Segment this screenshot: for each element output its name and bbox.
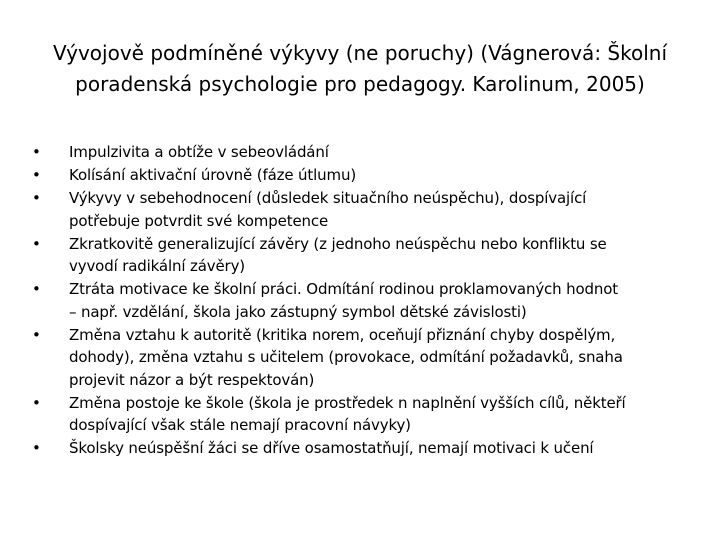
- bullet-list: [32, 141, 702, 460]
- bullet-point-icon: •: [32, 143, 41, 161]
- bullet-line: Impulzivita a obtíže v sebeovládání: [69, 143, 329, 161]
- bullet-point-icon: •: [32, 280, 41, 298]
- bullet-line: Změna postoje ke škole (škola je prostředek n naplnění vyšších cílů, někteří: [69, 393, 626, 412]
- bullet-line: dospívající však stále nemají pracovní návyky): [69, 416, 411, 434]
- bullet-line: Změna vztahu k autoritě (kritika norem, oceňují přiznání chyby dospělým,: [69, 325, 616, 344]
- bullet-line: dohody), změna vztahu s učitelem (provokace, odmítání požadavků, snaha: [69, 348, 623, 366]
- bullet-line: – např. vzdělání, škola jako zástupný symbol dětské závislosti): [69, 302, 527, 321]
- bullet-item: [32, 278, 702, 323]
- bullet-item: [32, 164, 702, 187]
- bullet-text: [69, 164, 702, 187]
- bullet-text: [69, 278, 702, 323]
- bullet-line: projevit názor a být respektován): [69, 370, 315, 389]
- bullet-text: [69, 233, 702, 278]
- bullet-item: [32, 392, 702, 437]
- bullet-text: [69, 187, 702, 232]
- bullet-item: [32, 324, 702, 392]
- bullet-line: Zkratkovitě generalizující závěry (z jednoho neúspěchu nebo konfliktu se: [69, 234, 607, 253]
- bullet-item: [32, 187, 702, 232]
- bullet-point-icon: •: [32, 234, 41, 253]
- bullet-text: [69, 392, 702, 437]
- bullet-point-icon: •: [32, 189, 41, 207]
- bullet-line: Výkyvy v sebehodnocení (důsledek situačního neúspěchu), dospívající: [69, 189, 587, 207]
- bullet-text: [69, 324, 702, 392]
- bullet-point-icon: •: [32, 166, 41, 184]
- bullet-text: [69, 141, 702, 164]
- bullet-line: Ztráta motivace ke školní práci. Odmítání rodinou proklamovaných hodnot: [69, 280, 618, 298]
- slide-title: [40, 38, 680, 100]
- bullet-point-icon: •: [32, 393, 41, 412]
- bullet-point-icon: •: [32, 325, 41, 344]
- bullet-line: vyvodí radikální závěry): [69, 257, 246, 275]
- title-line-1: Vývojově podmíněné výkyvy (ne poruchy) (Vágnerová: Školní: [52, 41, 668, 65]
- bullet-line: potřebuje potvrdit své kompetence: [69, 211, 329, 230]
- bullet-item: [32, 437, 702, 460]
- title-line-2: poradenská psychologie pro pedagogy. Karolinum, 2005): [75, 72, 645, 96]
- bullet-text: [69, 437, 702, 460]
- bullet-item: [32, 141, 702, 164]
- bullet-line: Školsky neúspěšní žáci se dříve osamostatňují, nemají motivaci k učení: [69, 439, 594, 457]
- bullet-line: Kolísání aktivační úrovně (fáze útlumu): [69, 166, 357, 184]
- bullet-point-icon: •: [32, 439, 41, 457]
- bullet-item: [32, 233, 702, 278]
